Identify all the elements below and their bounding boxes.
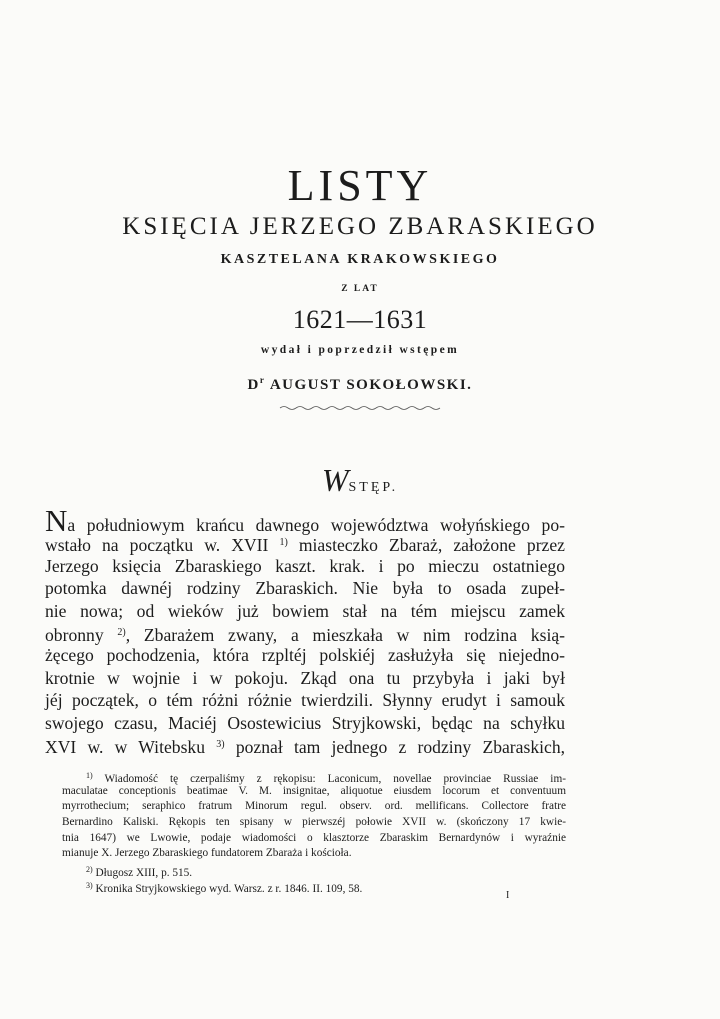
- castellan-line: KASZTELANA KRAKOWSKIEGO: [220, 252, 500, 267]
- footnote-ref: 3): [216, 738, 225, 750]
- footnote-line: $^{2)}$ Długosz XIII, p. 515.: [86, 865, 193, 880]
- ornament-divider: [276, 404, 446, 412]
- body-line: Jerzego księcia Zbaraskiego kaszt. krak. i po mieczu ostatniego: [45, 555, 565, 576]
- subtitle: KSIĘCIA JERZEGO ZBARASKIEGO: [122, 213, 598, 240]
- footnote-line: $^{3)}$ Kronika Stryjkowskiego wyd. Warsz. z r. 1846. II. 109, 58.: [86, 880, 363, 895]
- body-line: krotnie w wojnie i w pokoju. Zkąd ona tu przybyła i jaki był: [45, 667, 565, 688]
- author-prefix: D: [247, 377, 260, 393]
- author-prefix-sup: r: [259, 375, 266, 385]
- body-line: wstało na początku w. XVII $^{1)}$ miasteczko Zbaraż, założone przez: [45, 535, 565, 556]
- footnote-ref: 2): [117, 626, 126, 638]
- footnote-ref: 1): [279, 537, 288, 549]
- drop-cap: N: [45, 503, 68, 538]
- section-heading: [0, 462, 720, 506]
- footnote-line: $^{1)}$ Wiadomość tę czerpaliśmy z rękopisu: Laconicum, novellae provinciae Russiae im-: [86, 771, 566, 785]
- body-line: swojego czasu, Maciéj Osostewicius Stryjkowski, będąc na schyłku: [45, 712, 565, 733]
- body-text: [45, 503, 566, 757]
- body-line: obronny $^{2)}$, Zbarażem zwany, a mieszkała w nim rodzina ksią-: [45, 624, 566, 645]
- title: LISTY: [287, 161, 433, 210]
- author: [0, 370, 720, 395]
- footnote-line: mianuje X. Jerzego Zbaraskiego fundatorem Zbaraża i kościoła.: [62, 847, 352, 860]
- author-name: AUGUST SOKOŁOWSKI.: [269, 377, 473, 393]
- body-line: XVI w. w Witebsku $^{3)}$ poznał tam jednego z rodziny Zbaraskich,: [45, 736, 566, 757]
- body-line: Na południowym krańcu dawnego województwa wołyńskiego po-: [45, 503, 565, 538]
- body-line: żęcego pochodzenia, która rzpltéj polskiéj zasłużyła się niejedno-: [45, 645, 565, 666]
- footnote-line: myrrothecium; seraphico fratrum Minorum regul. observ. ord. mellificans. Collectore fratre: [62, 800, 566, 813]
- section-heading-rest: STĘP.: [348, 480, 399, 495]
- signature-mark: I: [506, 890, 510, 901]
- footnote-mark: 1): [86, 771, 93, 780]
- footnotes: [62, 768, 566, 894]
- footnote-line: tnia 1647) we Lwowie, podaje wiadomości o klasztorze Zbaraskim Bernardynów i wyraźnie: [62, 831, 566, 844]
- body-line: jéj początek, o tém różni różnie twierdzili. Słynny erudyt i samouk: [45, 690, 565, 711]
- editor-note: wydał i poprzedził wstępem: [260, 344, 460, 356]
- years: 1621—1631: [292, 305, 428, 334]
- section-heading-initial: W: [321, 462, 349, 498]
- from-years-label: Z LAT: [341, 284, 379, 294]
- footnote-line: maculatae conceptionis beatimae V. M. insignitae, aliquotue eiusdem locorum et conventuum: [62, 784, 566, 797]
- body-line: nie nowa; od wieków już bowiem stał na tém miejscu zamek: [45, 600, 565, 621]
- footnote-line: Bernardino Kaliski. Rękopis ten spisany w pierwszéj połowie XVII w. (skończony 17 kwie-: [62, 816, 566, 829]
- footnote-mark: 2): [86, 865, 93, 875]
- body-line: potomka dawnéj rodziny Zbaraskich. Nie była to osada zupeł-: [45, 578, 565, 599]
- footnote-mark: 3): [86, 880, 93, 890]
